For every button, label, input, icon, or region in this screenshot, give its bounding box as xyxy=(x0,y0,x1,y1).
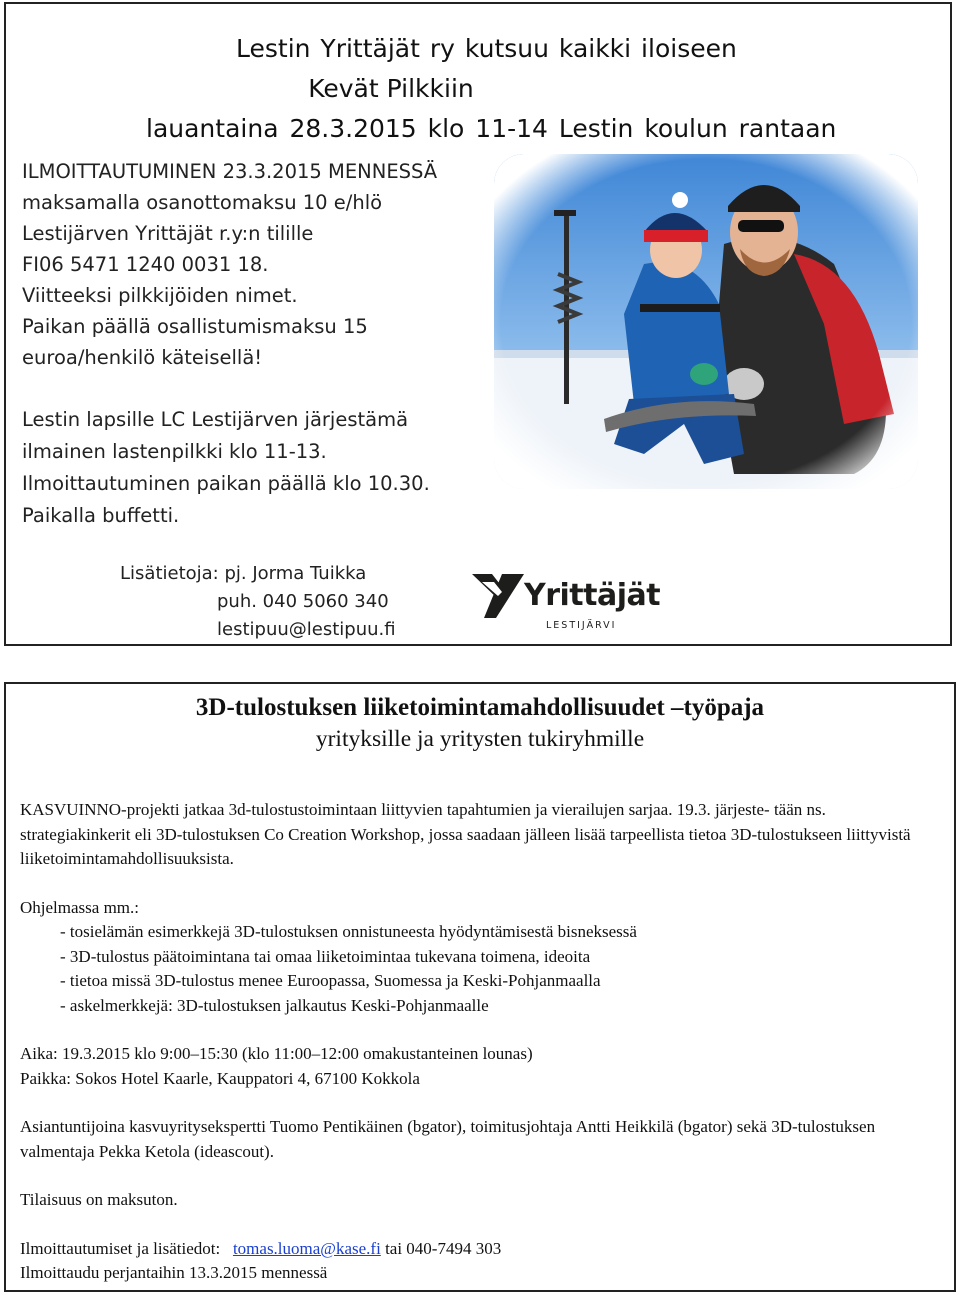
registration-line: Viitteeksi pilkkijöiden nimet. xyxy=(22,284,298,307)
yrittajat-logo xyxy=(472,570,672,640)
registration-line: Paikan päällä osallistumismaksu 15 xyxy=(22,315,368,338)
kids-line: Ilmoittautuminen paikan päällä klo 10.30. xyxy=(22,472,430,495)
kids-line: Lestin lapsille LC Lestijärven järjestämä xyxy=(22,408,409,431)
signup-email-link[interactable]: tomas.luoma@kase.fi xyxy=(232,1238,381,1258)
registration-info xyxy=(22,156,437,373)
logo-word: Yrittäjät xyxy=(524,578,661,613)
program-item: - 3D-tulostus päätoimintana tai omaa liiketoimintaa tukevana toimena, ideoita xyxy=(60,946,591,966)
ice-fishing-illustration xyxy=(494,154,918,489)
program-label: Ohjelmassa mm.: xyxy=(20,897,139,917)
registration-line: maksamalla osanottomaksu 10 e/hlö xyxy=(22,191,383,214)
event-place: Paikka: Sokos Hotel Kaarle, Kauppatori 4, 67100 Kokkola xyxy=(20,1068,420,1088)
kids-line: Paikalla buffetti. xyxy=(22,504,180,527)
program-item: - tietoa missä 3D-tulostus menee Euroopassa, Suomessa ja Keski-Pohjanmaalla xyxy=(60,971,601,990)
signup-deadline: Ilmoittaudu perjantaihin 13.3.2015 mennessä xyxy=(20,1263,328,1282)
registration-line: euroa/henkilö käteisellä! xyxy=(22,346,263,369)
program-item: - askelmerkkejä: 3D-tulostuksen jalkautus Keski-Pohjanmaalle xyxy=(60,995,489,1015)
kids-line: ilmainen lastenpilkki klo 11-13. xyxy=(22,440,327,463)
program-list xyxy=(20,920,938,1018)
ice-fishing-ad xyxy=(4,2,952,646)
event-time: Aika: 19.3.2015 klo 9:00–15:30 (klo 11:00–12:00 omakustanteinen lounas) xyxy=(20,1044,533,1063)
workshop-subtitle: yrityksille ja yritysten tukiryhmille xyxy=(315,726,645,752)
workshop-intro: KASVUINNO-projekti jatkaa 3d-tulostustoimintaan liittyvien tapahtumien ja vierailujen sarjaa. 19.3. järjeste- tään ns. strategiakinkerit eli 3D-tulostuksen Co Creation Workshop, jossa saadaan jälleen lisää tarpeellista tietoa 3D-tulostukseen liittyvistä liiketoimintamahdollisuuksista. xyxy=(20,800,911,868)
ice-fishing-photo xyxy=(494,154,918,489)
workshop-body xyxy=(20,798,938,1286)
registration-line: Lestijärven Yrittäjät r.y:n tilille xyxy=(22,222,314,245)
signup-label: Ilmoittautumiset ja lisätiedot: xyxy=(20,1238,221,1258)
yrittajat-logo-mark-icon xyxy=(472,574,524,618)
3d-printing-workshop-ad xyxy=(4,682,956,1292)
ad1-title-line2: Kevät Pilkkiin xyxy=(308,74,474,103)
signup-line xyxy=(20,1237,938,1262)
event-experts: Asiantuntijoina kasvuyritysekspertti Tuomo Pentikäinen (bgator), toimitusjohtaja Antti Heikkilä (bgator) sekä 3D-tulostuksen valmentaja Pekka Ketola (ideascout). xyxy=(20,1117,876,1161)
logo-subtitle: LESTIJÄRVI xyxy=(546,620,617,631)
registration-line: FI06 5471 1240 0031 18. xyxy=(22,253,269,276)
ad1-title-line1: Lestin Yrittäjät ry kutsuu kaikki iloiseen xyxy=(236,34,737,63)
workshop-title: 3D-tulostuksen liiketoimintamahdollisuudet –työpaja xyxy=(195,694,765,721)
program-item: - tosielämän esimerkkejä 3D-tulostuksen onnistuneesta hyödyntämisestä bisneksessä xyxy=(60,922,637,941)
contact-email[interactable]: lestipuu@lestipuu.fi xyxy=(217,619,396,640)
kids-fishing-info xyxy=(22,404,430,532)
event-free-note: Tilaisuus on maksuton. xyxy=(20,1190,178,1209)
signup-phone: tai 040-7494 303 xyxy=(385,1238,502,1258)
ad1-title-line3: lauantaina 28.3.2015 klo 11-14 Lestin koulun rantaan xyxy=(146,114,837,143)
contact-phone: puh. 040 5060 340 xyxy=(217,591,389,612)
contact-person: Lisätietoja: pj. Jorma Tuikka xyxy=(120,563,367,584)
contact-info xyxy=(120,560,396,644)
registration-line: ILMOITTAUTUMINEN 23.3.2015 MENNESSÄ xyxy=(22,160,438,183)
